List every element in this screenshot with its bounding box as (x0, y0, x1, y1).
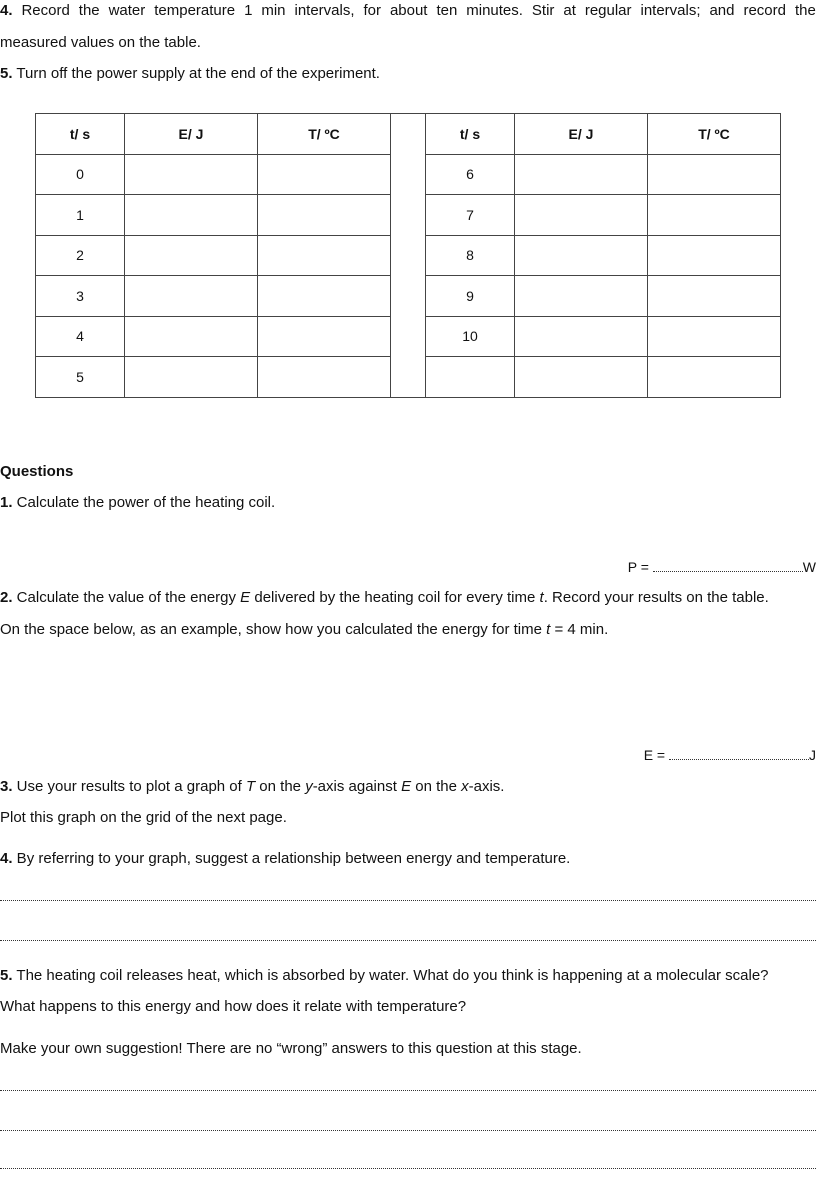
time-cell: 3 (36, 276, 125, 317)
question-2-text: On the space below, as an example, show how you calculated the energy for time (0, 621, 547, 638)
question-3-line1 (0, 777, 504, 797)
energy-cell[interactable] (515, 357, 648, 398)
question-2-line1 (0, 588, 769, 608)
temperature-cell[interactable] (258, 276, 391, 317)
energy-cell[interactable] (125, 316, 258, 357)
time-cell: 5 (36, 357, 125, 398)
question-5-line1 (0, 966, 769, 986)
step4-line1 (0, 1, 816, 21)
energy-cell[interactable] (515, 276, 648, 317)
question-2-line2 (0, 620, 608, 640)
step4-word: minutes. (466, 2, 523, 19)
question-2-text: delivered by the heating coil for every time (250, 589, 540, 606)
step4-word: and (709, 2, 735, 19)
x-axis-symbol: x (461, 778, 469, 795)
temperature-cell[interactable] (258, 154, 391, 195)
question-3-text: -axis against (312, 778, 402, 795)
question-4-answer-line[interactable] (0, 939, 816, 941)
step4-word: min (261, 2, 286, 19)
energy-cell[interactable] (125, 195, 258, 236)
question-3-text: on the (411, 778, 462, 795)
question-4-answer-line[interactable] (0, 899, 816, 901)
table-header-row (36, 114, 781, 155)
question-5-line3: Make your own suggestion! There are no “wrong” answers to this question at this stage. (0, 1040, 582, 1057)
question-4 (0, 849, 570, 869)
step5-text: Turn off the power supply at the end of the experiment. (12, 65, 380, 82)
question-4-text: By referring to your graph, suggest a relationship between energy and temperature. (12, 850, 571, 867)
y-axis-symbol: y (305, 778, 313, 795)
step4-word: intervals; (640, 2, 701, 19)
temperature-symbol: T (245, 778, 256, 795)
temperature-cell[interactable] (258, 357, 391, 398)
question-5-line2: What happens to this energy and how does it relate with temperature? (0, 998, 467, 1015)
questions-heading: Questions (0, 463, 74, 480)
header-time-left: t/ s (36, 114, 125, 155)
question-3-text: -axis. (468, 778, 505, 795)
energy-symbol: E (401, 778, 412, 795)
power-answer-line (628, 558, 816, 576)
header-temperature-right: T/ ºC (648, 114, 781, 155)
step4-word: the (794, 2, 816, 19)
step4-word: record (743, 2, 786, 19)
energy-cell[interactable] (515, 154, 648, 195)
step4-word: about (389, 2, 428, 19)
question-5-answer-line[interactable] (0, 1167, 816, 1169)
step4-word: Stir (531, 2, 555, 19)
step4-line2: measured values on the table. (0, 34, 201, 51)
time-cell (426, 357, 515, 398)
question-1-text: Calculate the power of the heating coil. (12, 494, 276, 511)
question-3-number: 3. (0, 778, 13, 795)
time-cell: 1 (36, 195, 125, 236)
step4-word: temperature (154, 2, 236, 19)
header-temperature-left: T/ ºC (258, 114, 391, 155)
step4-word: regular (584, 2, 632, 19)
step4-word: for (363, 2, 381, 19)
temperature-cell[interactable] (648, 276, 781, 317)
energy-cell[interactable] (125, 235, 258, 276)
time-cell: 0 (36, 154, 125, 195)
question-5-number: 5. (0, 967, 13, 984)
step5-number: 5. (0, 65, 13, 82)
energy-cell[interactable] (125, 276, 258, 317)
energy-answer-field[interactable] (669, 747, 809, 760)
energy-cell[interactable] (515, 195, 648, 236)
power-unit: W (802, 559, 816, 575)
time-cell: 2 (36, 235, 125, 276)
temperature-cell[interactable] (648, 357, 781, 398)
power-label: P = (627, 559, 653, 575)
time-cell: 4 (36, 316, 125, 357)
question-5-answer-line[interactable] (0, 1129, 816, 1131)
question-2-number: 2. (0, 589, 13, 606)
time-cell: 10 (426, 316, 515, 357)
temperature-cell[interactable] (648, 316, 781, 357)
step4-word: intervals, (294, 2, 355, 19)
energy-unit: J (809, 747, 816, 763)
temperature-cell[interactable] (258, 195, 391, 236)
power-answer-field[interactable] (653, 559, 803, 572)
energy-label: E = (643, 747, 669, 763)
step4-word: the (78, 2, 100, 19)
header-energy-left: E/ J (125, 114, 258, 155)
question-1 (0, 493, 275, 513)
header-time-right: t/ s (426, 114, 515, 155)
temperature-cell[interactable] (648, 195, 781, 236)
header-energy-right: E/ J (515, 114, 648, 155)
table-spacer-column (391, 114, 426, 398)
energy-cell[interactable] (125, 357, 258, 398)
time-symbol: t (546, 621, 551, 638)
temperature-cell[interactable] (648, 235, 781, 276)
step4-word: at (563, 2, 576, 19)
energy-cell[interactable] (125, 154, 258, 195)
results-table (35, 113, 781, 398)
question-2-text: Calculate the value of the energy (12, 589, 241, 606)
time-cell: 8 (426, 235, 515, 276)
question-5-text: The heating coil releases heat, which is absorbed by water. What do you think is happening at a molecular scale? (12, 967, 769, 984)
energy-symbol: E (240, 589, 251, 606)
temperature-cell[interactable] (258, 235, 391, 276)
step4-word: water (108, 2, 146, 19)
step4-word: ten (436, 2, 458, 19)
question-2-text: = 4 min. (550, 621, 609, 638)
step4-word: 1 (244, 2, 253, 19)
time-cell: 6 (426, 154, 515, 195)
energy-answer-line (644, 746, 816, 764)
step4-number: 4. (0, 2, 13, 19)
time-cell: 9 (426, 276, 515, 317)
question-3-text: Use your results to plot a graph of (12, 778, 246, 795)
temperature-cell[interactable] (648, 154, 781, 195)
question-5-answer-line[interactable] (0, 1089, 816, 1091)
question-4-number: 4. (0, 850, 13, 867)
time-cell: 7 (426, 195, 515, 236)
temperature-cell[interactable] (258, 316, 391, 357)
step4-word: Record (21, 2, 70, 19)
question-1-number: 1. (0, 494, 13, 511)
question-2-text: . Record your results on the table. (543, 589, 769, 606)
energy-cell[interactable] (515, 235, 648, 276)
energy-cell[interactable] (515, 316, 648, 357)
question-3-line2: Plot this graph on the grid of the next page. (0, 809, 287, 826)
question-3-text: on the (255, 778, 306, 795)
step5-line (0, 64, 380, 84)
time-symbol: t (539, 589, 544, 606)
